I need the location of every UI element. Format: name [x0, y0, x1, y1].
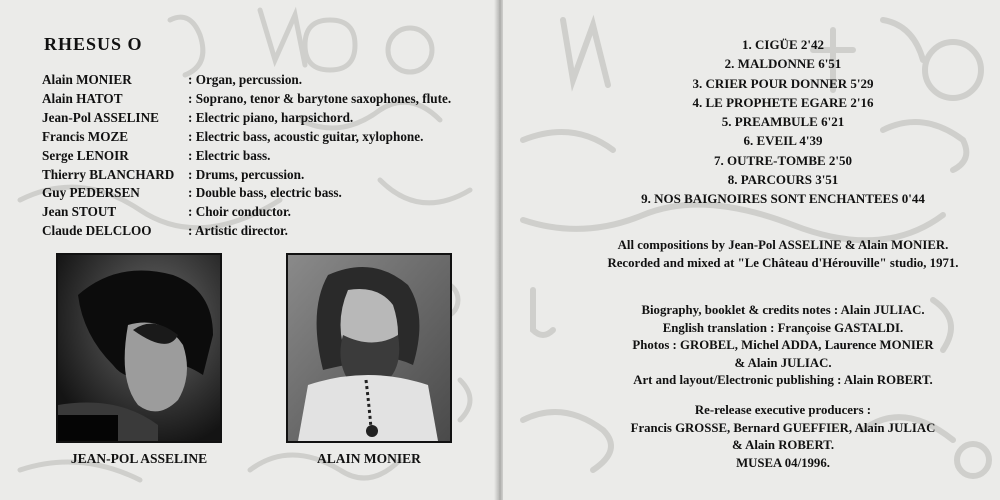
band-title: RHESUS O [44, 34, 143, 54]
member-role: : Double bass, electric bass. [188, 185, 342, 201]
track-item: 4. LE PROPHETE EGARE 2'16 [692, 94, 874, 110]
note-line: & Alain ROBERT. [731, 438, 835, 453]
lineup-row [42, 222, 451, 241]
member-role: : Drums, percussion. [188, 166, 305, 182]
member-name: Thierry BLANCHARD [42, 166, 175, 182]
note-line: MUSEA 04/1996. [736, 455, 830, 470]
note-line: Art and layout/Electronic publishing : Alain ROBERT. [633, 373, 933, 388]
note-line: All compositions by Jean-Pol ASSELINE & Alain MONIER. [617, 238, 949, 252]
caption-alain-monier: ALAIN MONIER [317, 451, 421, 466]
member-role: : Organ, percussion. [188, 72, 303, 87]
member-role: : Soprano, tenor & barytone saxophones, flute. [188, 90, 452, 106]
left-booklet-page [0, 0, 497, 500]
track-item: 3. CRIER POUR DONNER 5'29 [692, 75, 874, 91]
caption-jean-pol-asseline: JEAN-POL ASSELINE [70, 451, 208, 466]
portrait-image [288, 255, 450, 441]
member-name: Jean-Pol ASSELINE [42, 109, 159, 125]
lineup-row [42, 128, 451, 147]
lineup-row [42, 166, 451, 185]
composition-notes [563, 237, 1000, 272]
production-credits [563, 302, 1000, 390]
track-item: 6. EVEIL 4'39 [743, 133, 823, 149]
lineup-row [42, 109, 451, 128]
member-name: Francis MOZE [42, 128, 129, 144]
photo-jean-pol-asseline [56, 253, 222, 443]
track-item: 8. PARCOURS 3'51 [727, 172, 839, 188]
track-item: 9. NOS BAIGNOIRES SONT ENCHANTEES 0'44 [641, 191, 925, 207]
lineup-row [42, 71, 451, 90]
note-line: Photos : GROBEL, Michel ADDA, Laurence MONIER [632, 338, 934, 353]
note-line: Recorded and mixed at "Le Château d'Hérouville" studio, 1971. [607, 255, 959, 270]
track-item: 2. MALDONNE 6'51 [724, 56, 842, 72]
member-name: Claude DELCLOO [42, 223, 152, 239]
note-line: Biography, booklet & credits notes : Alain JULIAC. [641, 303, 925, 317]
portrait-image [58, 255, 220, 441]
track-list [593, 35, 973, 209]
member-role: : Choir conductor. [188, 204, 291, 220]
lineup-list [42, 71, 451, 241]
member-name: Guy PEDERSEN [42, 185, 140, 201]
member-name: Alain HATOT [42, 90, 123, 106]
lineup-row [42, 90, 451, 109]
photo-alain-monier [286, 253, 452, 443]
lineup-row [42, 203, 451, 222]
member-role: : Electric bass. [188, 147, 271, 163]
lineup-row [42, 147, 451, 166]
note-line: & Alain JULIAC. [734, 355, 832, 370]
track-item: 5. PREAMBULE 6'21 [721, 114, 845, 130]
member-name: Alain MONIER [42, 72, 132, 87]
member-name: Serge LENOIR [42, 147, 129, 163]
right-booklet-page [503, 0, 1000, 500]
note-line: Re-release executive producers : [694, 403, 872, 417]
re-release-producers [563, 402, 1000, 472]
lineup-row [42, 184, 451, 203]
track-item: 1. CIGÜE 2'42 [742, 37, 824, 52]
note-line: Francis GROSSE, Bernard GUEFFIER, Alain JULIAC [630, 420, 936, 435]
member-role: : Artistic director. [188, 223, 288, 239]
member-name: Jean STOUT [42, 204, 117, 220]
note-line: English translation : Françoise GASTALDI. [662, 320, 904, 335]
member-role: : Electric bass, acoustic guitar, xylophone. [188, 128, 424, 144]
member-role: : Electric piano, harpsichord. [188, 109, 354, 125]
track-item: 7. OUTRE-TOMBE 2'50 [713, 152, 853, 168]
